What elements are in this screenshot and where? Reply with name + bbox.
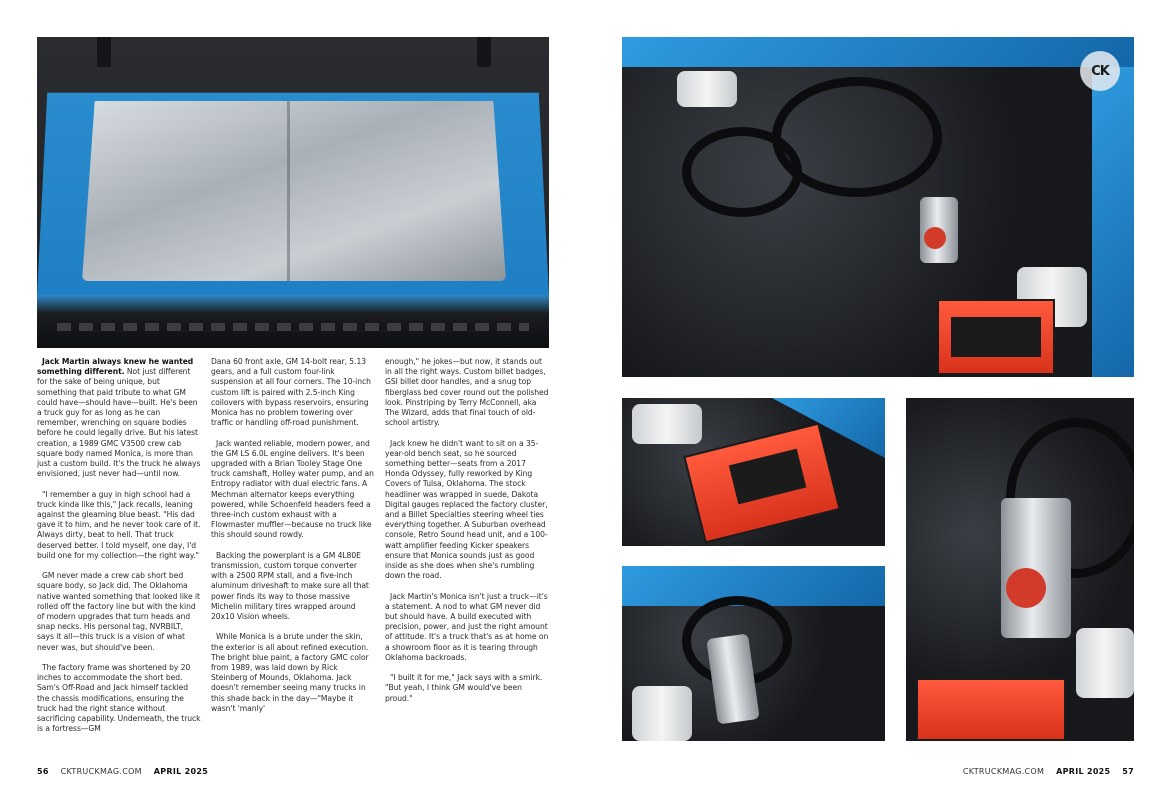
folio-left [37, 767, 208, 776]
page-number: 56 [37, 767, 49, 776]
garage-beam [477, 37, 491, 67]
article-paragraph: Jack Martin always knew he wanted something different. Not just different for the sake of being unique, but something that paid tribute to what GM could have—should have—built. He's been a truck guy for as long as he can remember, wrenching on square bodies before he could legally drive. But his latest creation, a 1989 GMC V3500 crew cab square body named Monica, is more than just a custom build. It's the truck he always envisioned, just never had—until now. [37, 357, 201, 479]
garage-beam [97, 37, 111, 67]
battery [937, 299, 1055, 375]
magazine-logo-icon: CK [1080, 51, 1120, 91]
page-number: 57 [1122, 767, 1134, 776]
battery [916, 678, 1066, 741]
fender-panel [1092, 67, 1134, 377]
site-url: CKTRUCKMAG.COM [60, 767, 142, 776]
site-url: CKTRUCKMAG.COM [962, 767, 1045, 776]
radiator-hose [682, 127, 802, 217]
article-paragraph: Jack knew he didn't want to sit on a 35-year-old bench seat, so he sourced something better—seats from a 2017 Honda Odyssey, fully reworked by King Covers of Tulsa, Oklahoma. The stock headliner was wrapped in suede, Dakota Digital gauges replaced the factory cluster, and a Billet Specialties steering wheel ties everything together. A Suburban overhead console, Retro Sound head unit, and a 100-watt amplifier feeding Kicker speakers ensure that Monica sounds just as good inside as she does when she's rumbling down the road. [385, 438, 548, 581]
article-paragraph: The factory frame was shortened by 20 inches to accommodate the short bed. Sam's Off-Road and Jack himself tackled the chassis modifications, ensuring the truck had the right stance without sacrificing capability. Underneath, the truck is a fortress—GM [37, 663, 201, 734]
issue-date: APRIL 2025 [1056, 767, 1111, 776]
article-lead-in: Jack Martin always knew he wanted something different. [37, 357, 194, 377]
washer-reservoir [632, 686, 692, 741]
battery [683, 422, 841, 543]
psc-logo-icon [924, 227, 946, 249]
battery-photo [622, 398, 885, 546]
grille [57, 323, 529, 331]
article-column-3 [385, 357, 549, 704]
article-column-2 [211, 357, 375, 714]
engine-bay-photo [622, 37, 1134, 377]
article-paragraph: enough," he jokes—but now, it stands out in all the right ways. Custom billet badges, GSI billet door handles, and a snug top fiberglass bed cover round out the polished look. Pinstriping by Terry McConnell, aka The Wizard, adds that final touch of old-school artistry. [385, 357, 549, 428]
hood-photo [37, 37, 549, 348]
ac-lines-photo [622, 566, 885, 741]
coolant-reservoir [632, 404, 702, 444]
fender-panel [622, 37, 1134, 67]
article-paragraph: GM never made a crew cab short bed square body, so Jack did. The Oklahoma native wanted something that looked like it rolled off the factory line but with the kind of modern upgrades that turn heads and snap necks. His personal tag, NVRBILT, says it all—this truck is a vision of what never was, but should've been. [37, 571, 200, 652]
hood-rib [287, 101, 290, 281]
article-paragraph: "I remember a guy in high school had a truck kinda like this," Jack recalls, leaning against the gleaming blue beast. "His dad gave it to him, and he never took care of it. Always dirty, beat to hell. That truck deserved better. I told myself, one day, I'd build one for my collection—the right way." [37, 489, 201, 560]
steering-reservoir [1001, 498, 1071, 638]
article-paragraph: "I built it for me," Jack says with a smirk. "But yeah, I think GM would've been proud." [385, 673, 543, 703]
hood-liner [82, 101, 506, 281]
article-paragraph: Backing the powerplant is a GM 4L80E transmission, custom torque converter with a 2500 RPM stall, and a five-inch aluminum driveshaft to make sure all that power finds its way to those massive Michelin military tires wrapped around 20x10 Vision wheels. [211, 550, 369, 622]
article-paragraph: Jack wanted reliable, modern power, and the GM LS 6.0L engine delivers. It's been upgraded with a Brian Tooley Stage One truck camshaft, Holley water pump, and an Entropy radiator with dual electric fans. A Mechman alternator keeps everything powered, while Schoenfeld headers feed a three-inch custom exhaust with a Flowmaster muffler—because no truck like this should sound rowdy. [211, 438, 374, 540]
article-paragraph: Dana 60 front axle, GM 14-bolt rear, 5.13 gears, and a full custom four-link suspension at all four corners. The 10-inch custom lift is paired with 2.5-inch King coilovers with bypass reservoirs, ensuring Monica has no problem towering over traffic or handling off-road punishment. [211, 357, 371, 428]
washer-reservoir [1076, 628, 1134, 698]
article-column-1 [37, 357, 201, 734]
article-paragraph: While Monica is a brute under the skin, the exterior is all about refined execution. The bright blue paint, a factory GMC color from 1989, was laid down by Rick Steinberg of Mounds, Oklahoma. Jack doesn't remember seeing many trucks in this shade back in the day—"Maybe it wasn't 'manly' [211, 632, 369, 713]
psc-logo-icon [1006, 568, 1046, 608]
steering-reservoir-photo [906, 398, 1134, 741]
article-paragraph: Jack Martin's Monica isn't just a truck—it's a statement. A nod to what GM never did but should have. A build executed with precision, power, and just the right amount of attitude. It's a truck that's as at home on a showroom floor as it is tearing through Oklahoma backroads. [385, 591, 549, 662]
issue-date: APRIL 2025 [153, 767, 209, 776]
coolant-reservoir [677, 71, 737, 107]
folio-right [963, 767, 1134, 776]
engine-bay [37, 295, 549, 348]
